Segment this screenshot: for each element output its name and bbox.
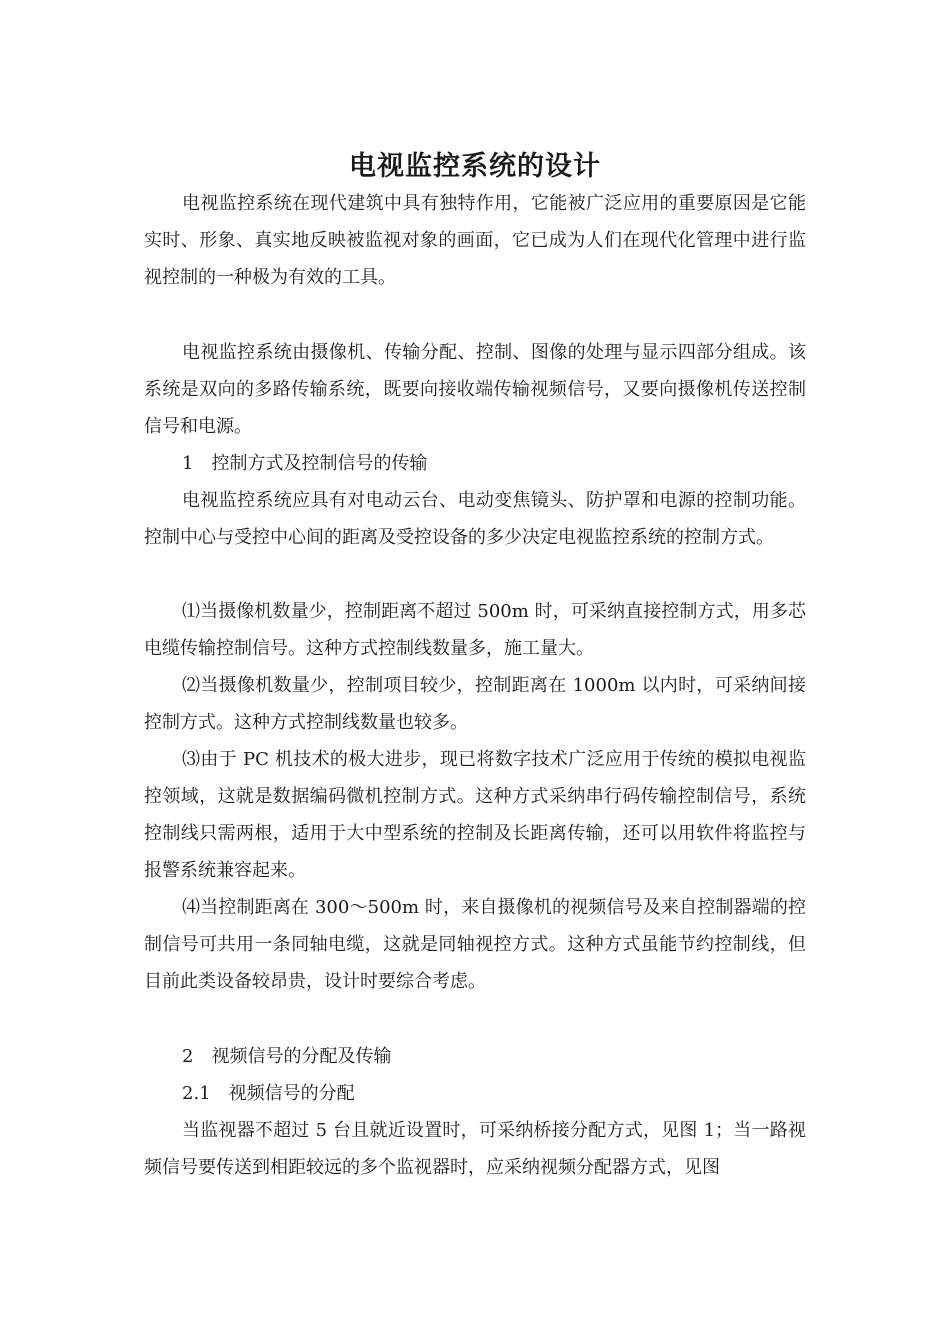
intro-paragraph: 电视监控系统在现代建筑中具有独特作用，它能被广泛应用的重要原因是它能实时、形象、真实地反映被监视对象的画面，它已成为人们在现代化管理中进行监视控制的一种极为有效的工具。 — [144, 193, 806, 288]
section-heading-2: 2 视频信号的分配及传输 — [182, 1046, 392, 1067]
section-heading-1: 1 控制方式及控制信号的传输 — [182, 453, 428, 474]
subsection-heading-2-1: 2.1 视频信号的分配 — [182, 1083, 355, 1104]
document-title: 电视监控系统的设计 — [349, 151, 601, 183]
control-function-paragraph: 电视监控系统应具有对电动云台、电动变焦镜头、防护罩和电源的控制功能。控制中心与受控中心间的距离及受控设备的多少决定电视监控系统的控制方式。 — [144, 490, 806, 548]
control-method-1-paragraph: ⑴当摄像机数量少，控制距离不超过 500m 时，可采纳直接控制方式，用多芯电缆传输控制信号。这种方式控制线数量多，施工量大。 — [144, 601, 806, 659]
control-method-3-paragraph: ⑶由于 PC 机技术的极大进步，现已将数字技术广泛应用于传统的模拟电视监控领域，这就是数据编码微机控制方式。这种方式采纳串行码传输控制信号，系统控制线只需两根，适用于大中型系统的控制及长距离传输，还可以用软件将监控与报警系统兼容起来。 — [144, 749, 806, 881]
system-composition-paragraph: 电视监控系统由摄像机、传输分配、控制、图像的处理与显示四部分组成。该系统是双向的多路传输系统，既要向接收端传输视频信号，又要向摄像机传送控制信号和电源。 — [144, 342, 806, 437]
video-distribution-paragraph: 当监视器不超过 5 台且就近设置时，可采纳桥接分配方式，见图 1；当一路视频信号要传送到相距较远的多个监视器时，应采纳视频分配器方式，见图 — [144, 1120, 806, 1178]
control-method-2-paragraph: ⑵当摄像机数量少，控制项目较少，控制距离在 1000m 以内时，可采纳间接控制方式。这种方式控制线数量也较多。 — [144, 675, 806, 733]
control-method-4-paragraph: ⑷当控制距离在 300～500m 时，来自摄像机的视频信号及来自控制器端的控制信号可共用一条同轴电缆，这就是同轴视控方式。这种方式虽能节约控制线，但目前此类设备较昂贵，设计时要综合考虑。 — [144, 897, 806, 992]
